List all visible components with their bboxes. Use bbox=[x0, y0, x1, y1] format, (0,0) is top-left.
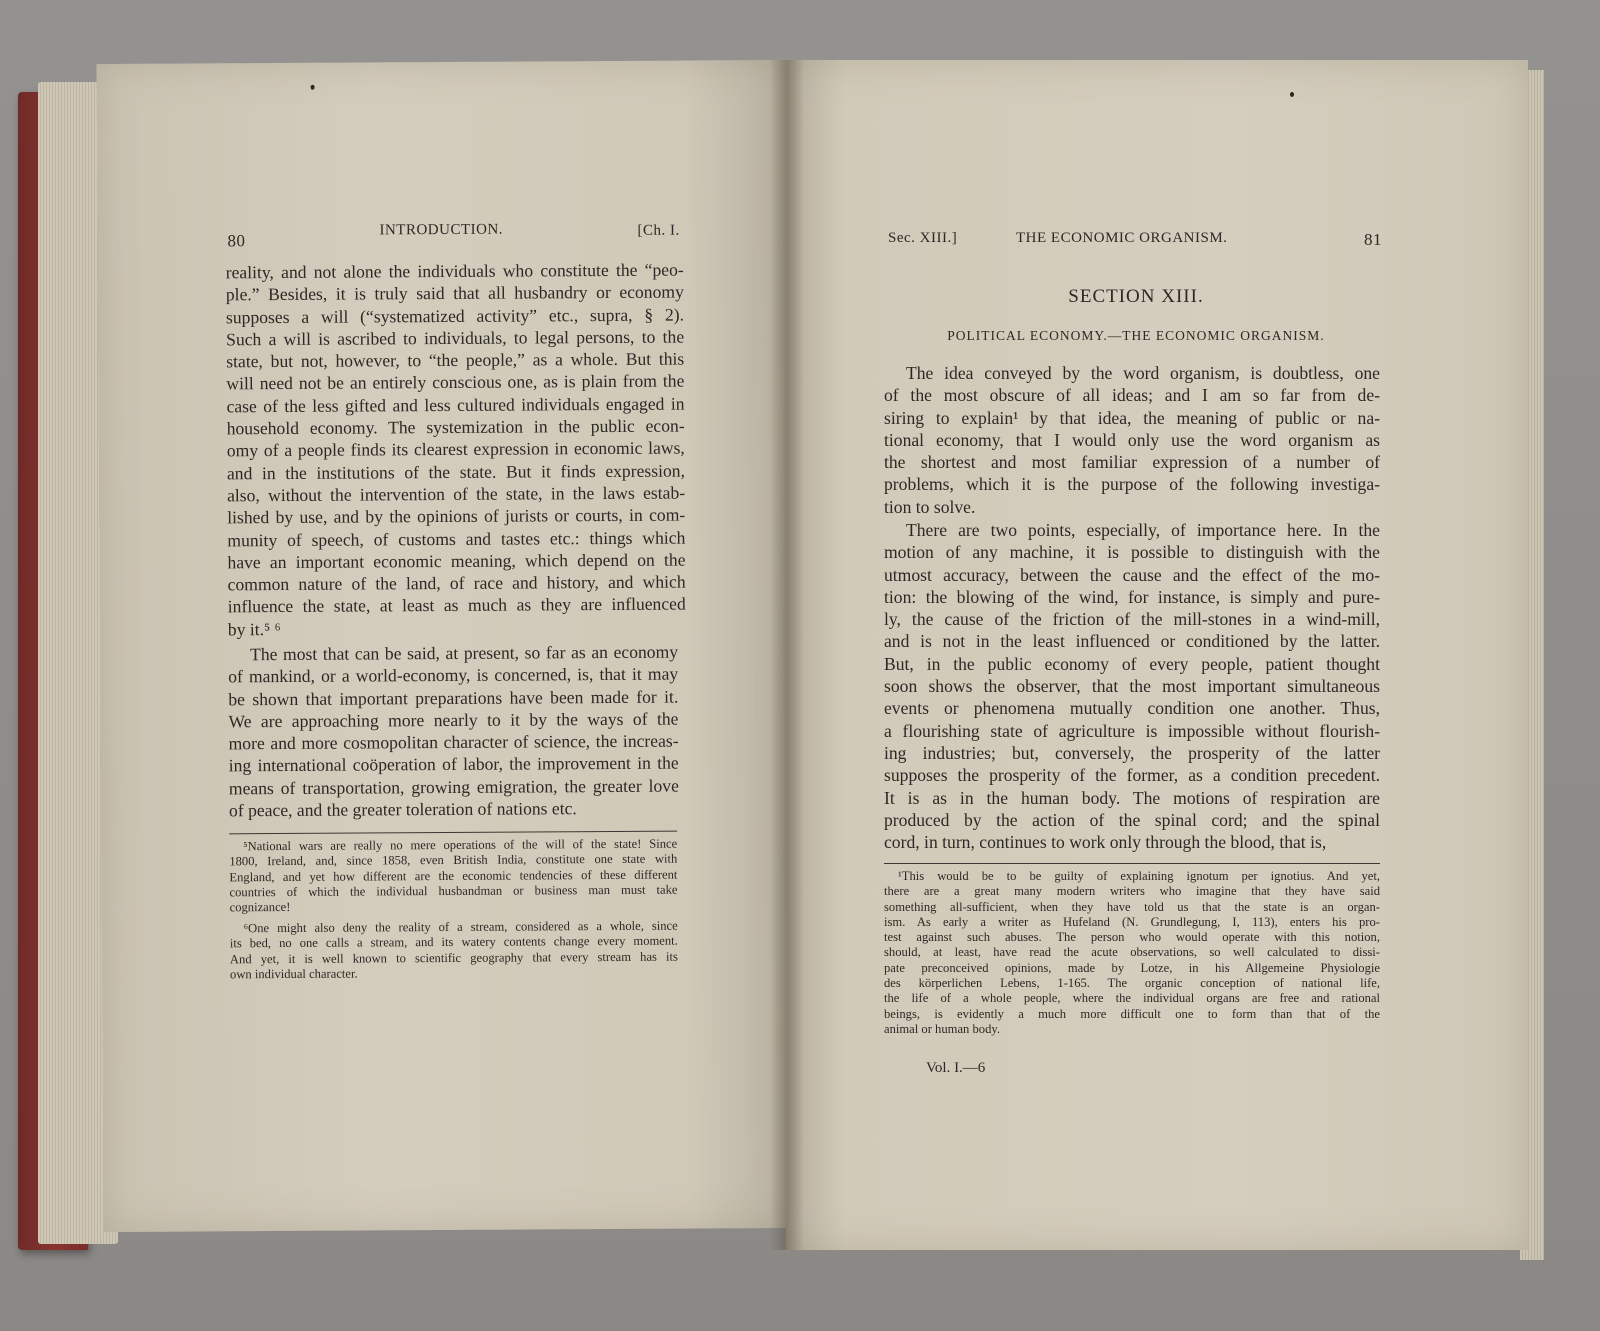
footnote-line: ⁵National wars are really no mere operations of the will of the state! Since bbox=[243, 836, 678, 854]
signature-mark: Vol. I.—6 bbox=[926, 1060, 986, 1076]
right-paragraph-1 bbox=[884, 362, 1380, 518]
footnote-line: countries of which the individual husbandman or business man must take bbox=[229, 882, 678, 900]
text-line: ing industries; but, conversely, the prosperity of the latter bbox=[884, 742, 1380, 763]
text-line: case of the less gifted and less cultured individuals engaged in bbox=[226, 393, 685, 417]
footnote-line: beings, is evidently a much more difficult one to form than that of the bbox=[884, 1006, 1380, 1021]
text-line: omy of a people finds its clearest expression in economic laws, bbox=[226, 437, 685, 461]
text-line: of mankind, or a world-economy, is concerned, is, that it may bbox=[228, 663, 679, 687]
text-line: tion to solve. bbox=[884, 496, 976, 517]
text-line: supposes the prosperity of the former, as a condition precedent. bbox=[884, 765, 1380, 786]
text-line: We are approaching more nearly to it by the ways of the bbox=[228, 708, 679, 732]
ink-speck bbox=[1290, 92, 1294, 97]
text-line: of peace, and the greater toleration of nations etc. bbox=[228, 798, 577, 821]
text-line: of the most obscure of all ideas; and I am so far from de- bbox=[884, 385, 1380, 406]
text-line: reality, and not alone the individuals who constitute the “peo- bbox=[225, 259, 684, 283]
footnote-line: there are a great many modern writers who imagine that they have said bbox=[884, 884, 1380, 899]
left-page bbox=[96, 60, 793, 1232]
text-line: It is as in the human body. The motions of respiration are bbox=[884, 787, 1380, 808]
left-footnote-6 bbox=[230, 919, 678, 983]
text-line: The idea conveyed by the word organism, is doubtless, one bbox=[906, 363, 1380, 383]
right-section-ref: Sec. XIII.] bbox=[888, 230, 958, 246]
footnote-line: And yet, it is well known to scientific geography that every stream has its bbox=[229, 949, 678, 966]
left-footnote-rule bbox=[229, 831, 677, 835]
right-paragraph-2 bbox=[884, 519, 1380, 853]
footnote-line: should, at least, have read the acute observations, so well calculated to dissi- bbox=[884, 945, 1380, 960]
text-line: a flourishing state of agriculture is impossible without flourish- bbox=[884, 720, 1380, 741]
text-line: by it.⁵ ⁶ bbox=[227, 618, 281, 640]
text-line: ing international coöperation of labor, the improvement in the bbox=[228, 753, 679, 776]
text-line: There are two points, especially, of importance here. In the bbox=[906, 520, 1380, 540]
text-line: The most that can be said, at present, so far as an economy bbox=[249, 641, 679, 665]
text-line: motion of any machine, it is possible to distinguish with the bbox=[884, 542, 1380, 563]
text-line: events or phenomena mutually condition one another. Thus, bbox=[884, 698, 1380, 719]
footnote-line: 1800, Ireland, and, since 1858, even British India, constitute one state with bbox=[229, 851, 678, 869]
text-line: influence the state, at least as much as they are influenced bbox=[227, 593, 686, 617]
right-footnote-rule bbox=[884, 863, 1380, 864]
footnote-line: ¹This would be to be guilty of explaining ignotum per ignotius. And yet, bbox=[898, 869, 1380, 883]
text-line: munity of speech, of customs and tastes etc.: things which bbox=[227, 527, 686, 550]
right-page-number: 81 bbox=[1364, 230, 1382, 249]
book-gutter bbox=[770, 60, 804, 1250]
text-line: soon shows the observer, that the most important simultaneous bbox=[884, 676, 1380, 697]
left-chapter-ref: [Ch. I. bbox=[637, 222, 680, 239]
text-line: more and more cosmopolitan character of science, the increas- bbox=[228, 730, 679, 754]
left-body-paragraph-2 bbox=[228, 641, 679, 822]
text-line: the shortest and most familiar expression of a number of bbox=[884, 452, 1380, 473]
section-title: SECTION XIII. bbox=[1068, 286, 1204, 307]
footnote-line: des körperlichen Lebens, 1-165. The organic conception of national life, bbox=[884, 976, 1380, 991]
text-line: and is not in the least influenced or conditioned by the latter. bbox=[884, 631, 1380, 652]
footnote-line: own individual character. bbox=[229, 966, 358, 982]
text-line: lished by use, and by the opinions of jurists or courts, in com- bbox=[227, 504, 686, 528]
text-line: state, but not, however, to “the people,” as a whole. But this bbox=[226, 348, 685, 372]
left-page-number: 80 bbox=[227, 231, 246, 251]
text-line: common nature of the land, of race and history, and which bbox=[227, 571, 686, 595]
footnote-line: something all-sufficient, when they have told us that the state is an organ- bbox=[884, 899, 1380, 914]
text-line: produced by the action of the spinal cord; and the spinal bbox=[884, 809, 1380, 830]
right-running-title: THE ECONOMIC ORGANISM. bbox=[1016, 230, 1228, 246]
footnote-line: ⁶One might also deny the reality of a stream, considered as a whole, since bbox=[243, 918, 678, 936]
right-footnote-1 bbox=[884, 869, 1380, 1037]
text-line: problems, which it is the purpose of the following investiga- bbox=[884, 474, 1380, 495]
footnote-line: England, and yet how different are the economic tendencies of these different bbox=[229, 867, 678, 884]
ink-speck bbox=[311, 85, 315, 90]
right-page bbox=[786, 60, 1528, 1250]
text-line: will need not be an entirely conscious one, as is plain from the bbox=[226, 371, 685, 394]
text-line: be shown that important preparations have been made for it. bbox=[228, 686, 679, 709]
text-line: cord, in turn, continues to work only through the blood, that is, bbox=[884, 832, 1327, 853]
section-subtitle: POLITICAL ECONOMY.—THE ECONOMIC ORGANISM. bbox=[947, 328, 1325, 343]
text-line: utmost accuracy, between the cause and the effect of the mo- bbox=[884, 564, 1380, 585]
text-line: tional economy, that I would only use the word organism as bbox=[884, 429, 1380, 450]
text-line: ple.” Besides, it is truly said that all husbandry or economy bbox=[225, 281, 684, 305]
left-running-title: INTRODUCTION. bbox=[379, 221, 504, 239]
footnote-line: animal or human body. bbox=[884, 1021, 1000, 1036]
text-line: have an important economic meaning, which depend on the bbox=[227, 549, 686, 573]
footnote-line: its bed, no one calls a stream, and its watery contents change every moment. bbox=[229, 933, 678, 951]
text-line: Such a will is ascribed to individuals, to legal persons, to the bbox=[226, 326, 685, 350]
text-line: tion: the blowing of the wind, for instance, is simply and pure- bbox=[884, 586, 1380, 607]
footnote-line: ism. As early a writer as Hufeland (N. Grundlegung, I, 113), enters his pro- bbox=[884, 914, 1380, 929]
text-line: household economy. The systemization in the public econ- bbox=[226, 415, 685, 439]
footnote-line: the life of a whole people, where the individual organs are free and rational bbox=[884, 991, 1380, 1006]
text-line: also, without the intervention of the state, in the laws estab- bbox=[227, 482, 686, 506]
text-line: siring to explain¹ by that idea, the meaning of public or na- bbox=[884, 407, 1380, 428]
footnote-line: test against such abuses. The person who would operate with this notion, bbox=[884, 930, 1380, 945]
left-footnote-5 bbox=[229, 837, 677, 916]
text-line: means of transportation, growing emigration, the greater love bbox=[228, 775, 679, 799]
text-line: ly, the cause of the friction of the mill-stones in a wind-mill, bbox=[884, 609, 1380, 630]
text-line: supposes a will (“systematized activity” etc., supra, § 2). bbox=[225, 304, 685, 327]
left-body-paragraph-1 bbox=[226, 259, 686, 641]
footnote-line: pate preconceived opinions, made by Lotze, in his Allgemeine Physiologie bbox=[884, 960, 1380, 975]
footnote-line: cognizance! bbox=[229, 900, 291, 915]
text-line: and in the institutions of the state. But it finds expression, bbox=[226, 460, 685, 484]
text-line: But, in the public economy of every people, patient thought bbox=[884, 653, 1380, 674]
